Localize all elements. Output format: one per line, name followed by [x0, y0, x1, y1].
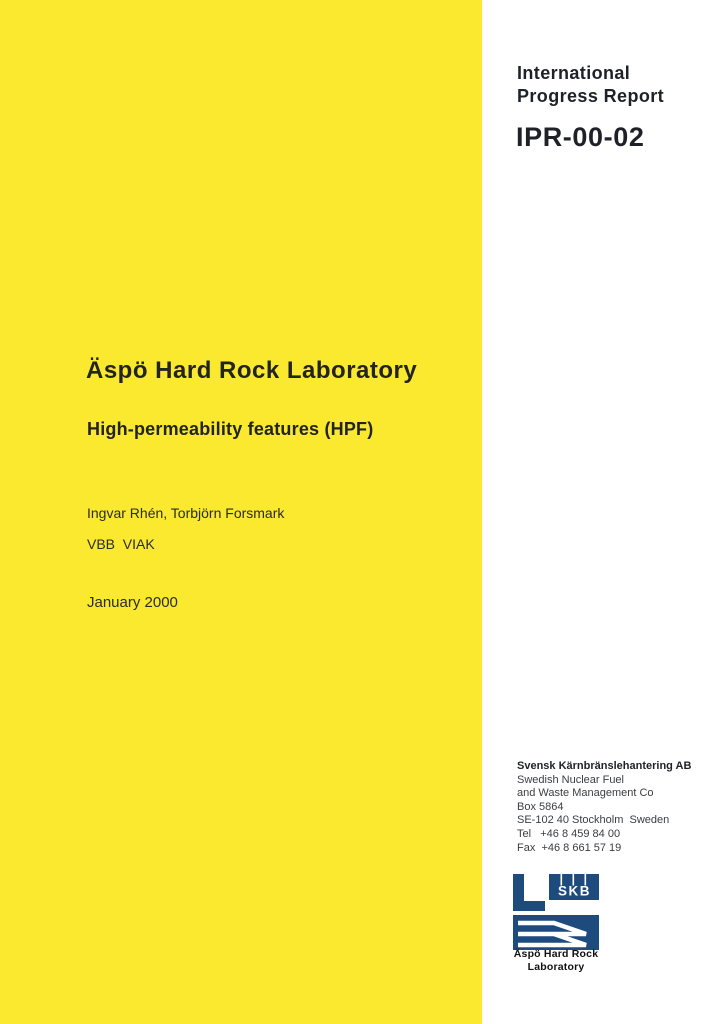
- publisher-block: [517, 760, 691, 855]
- logo-skb-block: [549, 874, 599, 900]
- skb-logo: [513, 874, 599, 950]
- report-number: IPR-00-02: [516, 122, 645, 152]
- skb-logo-graphic: [513, 874, 599, 950]
- document-title: Äspö Hard Rock Laboratory: [86, 357, 418, 384]
- logo-caption-line2: Laboratory: [527, 961, 585, 973]
- logo-caption-line1: Äspö Hard Rock: [513, 948, 599, 960]
- document-authors: Ingvar Rhén, Torbjörn Forsmark: [87, 505, 285, 521]
- report-type-line2: Progress Report: [517, 86, 665, 106]
- publisher-fax-line: Fax +46 8 661 57 19: [517, 841, 622, 854]
- publisher-address-line: SE-102 40 Stockholm Sweden: [517, 814, 670, 827]
- report-type-line1: International: [517, 63, 631, 83]
- document-affiliation: VBB VIAK: [87, 536, 155, 552]
- logo-l-shape: [513, 874, 545, 911]
- publisher-address-line: Box 5864: [517, 800, 564, 813]
- logo-coil-block: [513, 915, 599, 950]
- publisher-phone-line: Tel +46 8 459 84 00: [517, 827, 621, 840]
- skb-wordmark: SKB: [557, 883, 592, 899]
- document-subtitle: High-permeability features (HPF): [87, 419, 374, 439]
- publisher-name: Svensk Kärnbränslehantering AB: [517, 760, 692, 772]
- logo-caption: [498, 948, 614, 974]
- publisher-address-line: Swedish Nuclear Fuel: [517, 773, 624, 786]
- publisher-address-line: and Waste Management Co: [517, 787, 654, 800]
- document-date: January 2000: [87, 594, 178, 611]
- report-type-heading: [517, 62, 664, 108]
